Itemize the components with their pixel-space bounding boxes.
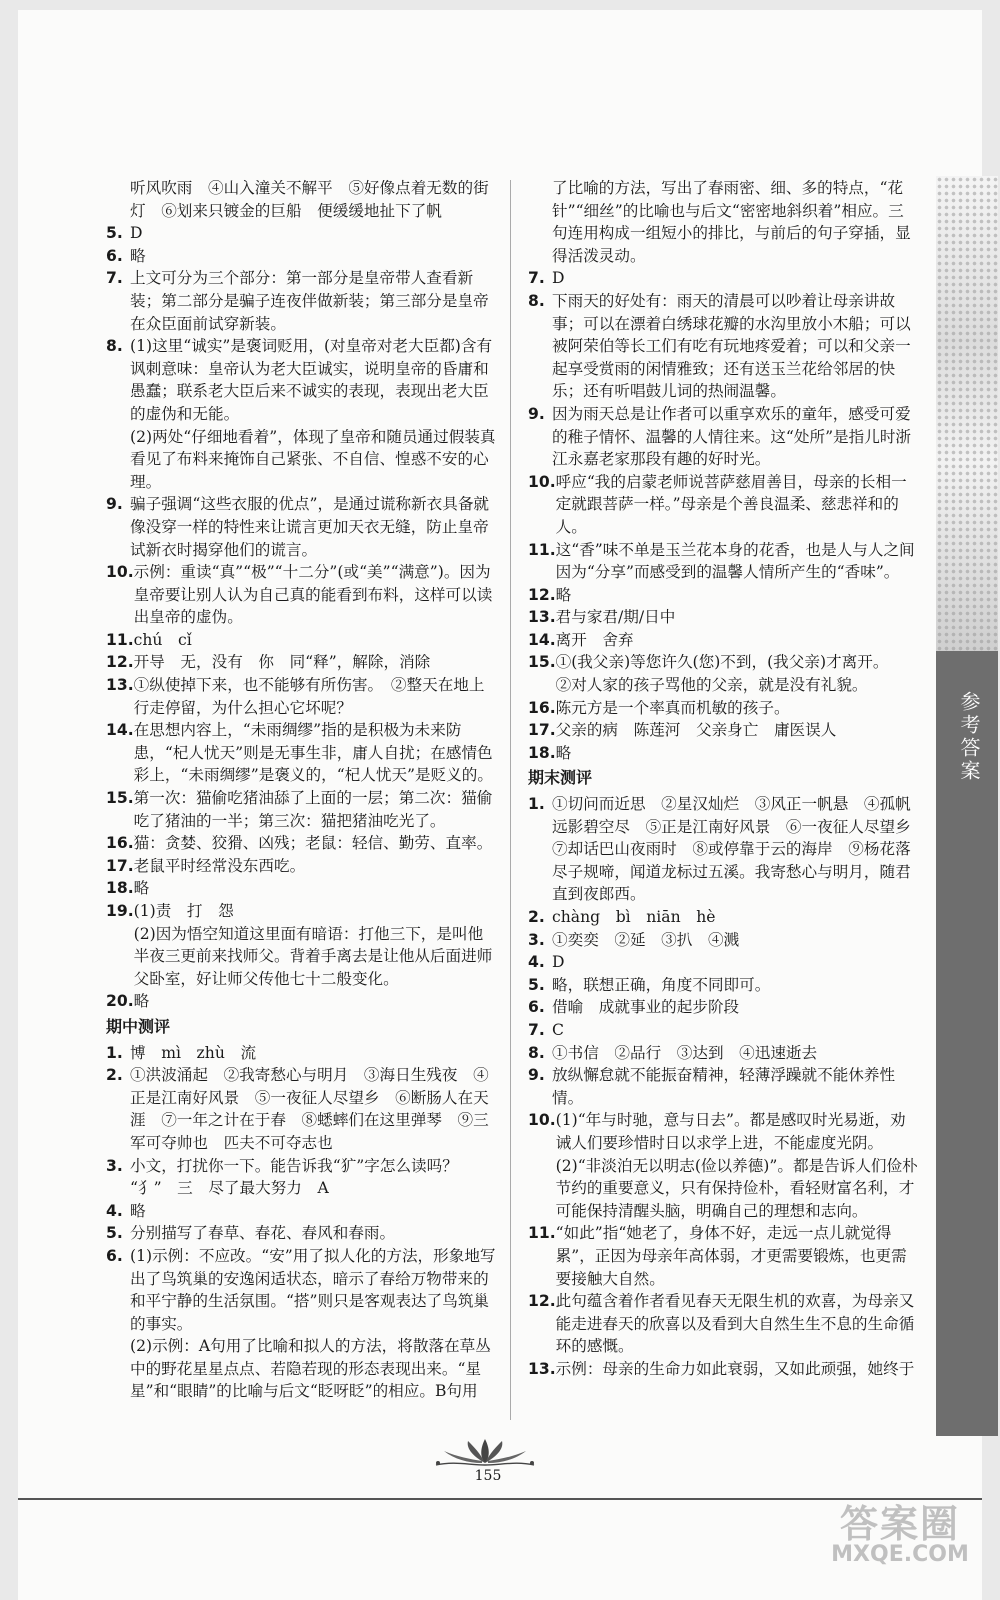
item-text (556, 606, 918, 629)
text-paragraph: ①(我父亲)等您许久(您)不到，(我父亲)才离开。 (555, 653, 889, 672)
item-number: 4. (106, 1201, 123, 1220)
item-text (552, 403, 918, 471)
answer-item (528, 929, 918, 952)
text-paragraph: 这“香”味不单是玉兰花本身的花香，也是人与人之间因为“分享”而感受到的温馨人情所产生的“香味”。 (555, 540, 915, 582)
section-heading: 期中测评 (106, 1016, 171, 1036)
item-text (134, 651, 498, 674)
answer-item (106, 335, 498, 493)
answer-item (528, 1064, 918, 1109)
answer-item (106, 267, 498, 335)
answer-item (528, 1042, 918, 1065)
text-paragraph: 放纵懈怠就不能振奋精神，轻薄浮躁就不能休养性情。 (552, 1066, 896, 1107)
item-number: 8. (528, 291, 545, 310)
answer-item (106, 629, 498, 652)
text-paragraph: “犭” 三 尽了最大努力 A (130, 1179, 329, 1198)
item-number: 14. (528, 630, 556, 649)
answer-item (528, 177, 918, 267)
item-number: 16. (528, 698, 556, 717)
item-text (130, 1200, 498, 1223)
text-paragraph: 借喻 成就事业的起步阶段 (552, 998, 740, 1017)
item-text (556, 1290, 918, 1358)
answer-item (528, 742, 918, 765)
item-text (134, 900, 498, 990)
answer-item (528, 793, 927, 906)
text-paragraph: chú cǐ (133, 630, 192, 649)
item-text (556, 584, 918, 607)
text-paragraph: chàng bì niān hè (552, 908, 716, 926)
item-number: 13. (106, 676, 134, 695)
answer-item (528, 697, 918, 720)
item-text (556, 742, 918, 765)
answer-item (528, 584, 918, 607)
item-text (552, 267, 918, 290)
item-number: 10. (528, 1111, 556, 1130)
text-paragraph: 略 (555, 743, 572, 762)
column-divider (510, 180, 511, 1420)
text-paragraph: 了比喻的方法，写出了春雨密、细、多的特点，“花针”“细丝”的比喻也与后文“密密地斜织着”相应。三句连用构成一组短小的排比，与前后的句子穿插，显得活泼灵动。 (552, 179, 911, 265)
page-number: 155 (474, 1468, 502, 1484)
text-paragraph: 君与家君/期/日中 (555, 608, 676, 627)
text-paragraph: 听风吹雨 ④山入潼关不解平 ⑤好像点着无数的街灯 ⑥划来只镀金的巨船 便缓缓地扯下了帆 (130, 179, 489, 220)
item-number: 3. (106, 1156, 123, 1175)
item-number: 10. (106, 563, 134, 582)
item-text (134, 855, 498, 878)
answer-item (106, 245, 498, 268)
item-number: 12. (528, 585, 556, 604)
item-number: 18. (106, 879, 134, 898)
item-number: 19. (106, 902, 134, 920)
item-text (552, 974, 918, 997)
answer-item (106, 1064, 498, 1154)
text-paragraph: “如此”指“她老了，身体不好，走远一点儿就觉得累”，正因为母亲年高体弱，才更需要锻炼，也更需要接触大自然。 (555, 1224, 907, 1288)
text-paragraph: ①切问而近思 ②星汉灿烂 ③风正一帆悬 ④孤帆远影碧空尽 ⑤正是江南好风景 ⑥一夜征人尽望乡 ⑦却话巴山夜雨时 ⑧或停靠于云的海岸 ⑨杨花落尽子规啼，闻道龙标过五溪。我寄愁心与明月，随君直到夜郎西。 (552, 795, 927, 904)
item-text (556, 1358, 918, 1381)
item-number: 17. (106, 856, 134, 875)
answer-item (106, 651, 498, 674)
item-number: 7. (106, 269, 123, 288)
item-number: 15. (528, 653, 556, 672)
item-number: 4. (528, 953, 545, 972)
answer-item (106, 1200, 498, 1223)
text-paragraph: (2)因为悟空知道这里面有暗语：打他三下，是叫他半夜三更前来找师父。背着手离去是让他从后面进师父卧室，好让师父传他七十二般变化。 (133, 924, 493, 988)
text-paragraph: 离开 舍弃 (555, 630, 634, 649)
answer-item (528, 290, 918, 403)
text-paragraph: (2)示例：A句用了比喻和拟人的方法，将散落在草丛中的野花星星点点、若隐若现的形态表现出来。“星星”和“眼睛”的比喻与后文“眨呀眨”的相应。B句用 (130, 1337, 491, 1401)
answer-item (106, 1042, 498, 1065)
item-text (134, 787, 498, 832)
answer-item (528, 471, 918, 539)
item-text (552, 793, 927, 906)
item-text (134, 719, 498, 787)
text-paragraph: 此句蕴含着作者看见春天无限生机的欢喜，为母亲又能走进春天的欣喜以及看到大自然生生不息的生命循环的感慨。 (555, 1292, 915, 1356)
sidebar-tab (936, 176, 998, 1436)
text-paragraph: (1)这里“诚实”是褒词贬用，(对皇帝对老大臣都)含有讽刺意味：皇帝认为老大臣诚实，说明皇帝的昏庸和愚蠢；联系老大臣后来不诚实的表现，表现出老大臣的虚伪和无能。 (130, 337, 493, 423)
item-text (556, 1222, 918, 1290)
answer-item (528, 719, 918, 742)
text-paragraph: 略 (133, 992, 150, 1011)
item-number: 9. (528, 1066, 545, 1085)
answer-item (528, 1019, 918, 1042)
item-number: 11. (528, 1224, 556, 1243)
item-text (552, 906, 918, 929)
item-text (552, 290, 918, 403)
item-text (552, 951, 918, 974)
text-paragraph: 呼应“我的启蒙老师说菩萨慈眉善目，母亲的长相一定就跟菩萨一样。”母亲是个善良温柔、慈悲祥和的人。 (555, 472, 907, 536)
text-paragraph: 上文可分为三个部分：第一部分是皇帝带人查看新装；第二部分是骗子连夜伴做新装；第三部分是皇帝在众臣面前试穿新装。 (130, 269, 489, 333)
item-number: 13. (528, 1359, 556, 1378)
text-paragraph: (2)两处“仔细地看着”，体现了皇帝和随员通过假装真看见了布料来掩饰自己紧张、不自信、惶惑不安的心理。 (130, 427, 496, 491)
text-paragraph: 略 (130, 246, 146, 265)
item-text (130, 335, 498, 493)
item-text (130, 493, 498, 561)
answer-item (528, 606, 918, 629)
answer-item (528, 996, 918, 1019)
text-paragraph: ①奕奕 ②延 ③扒 ④溅 (552, 930, 740, 949)
item-number: 5. (528, 975, 545, 994)
item-number: 6. (106, 1246, 123, 1265)
answer-item (106, 787, 498, 832)
text-paragraph: ①书信 ②品行 ③达到 ④迅速逝去 (552, 1043, 818, 1062)
text-paragraph: 分别描写了春草、春花、春风和春雨。 (130, 1224, 396, 1243)
item-number: 12. (106, 653, 134, 672)
sidebar-label-box (936, 651, 998, 1436)
item-number: 8. (528, 1043, 545, 1062)
text-paragraph: (1)“年与时驰，意与日去”。都是感叹时光易逝，劝诫人们要珍惜时日以求学上进，不能虚度光阴。 (555, 1111, 906, 1152)
item-number: 20. (106, 992, 134, 1011)
text-paragraph: 下雨天的好处有：雨天的清晨可以吵着让母亲讲故事；可以在漂着白绣球花瓣的水沟里放小木船；可以被阿荣伯等长工们有吃有玩地疼爱着；可以和父亲一起享受赏雨的闲情雅致；还有送玉兰花给邻居的快乐；还有听唱鼓儿词的热闹温馨。 (552, 291, 911, 401)
answer-item (106, 832, 498, 855)
item-number: 2. (528, 908, 545, 926)
item-text (552, 177, 918, 267)
text-paragraph: 略 (555, 585, 572, 604)
watermark-logo (820, 1493, 980, 1567)
answer-item (106, 990, 498, 1013)
text-paragraph: 陈元方是一个率真而机敏的孩子。 (555, 698, 790, 717)
item-text (130, 267, 498, 335)
answer-item (106, 877, 498, 900)
item-number (528, 177, 552, 267)
right-column (528, 177, 927, 1380)
text-paragraph: 小文，打扰你一下。能告诉我“犷”字怎么读吗？ (130, 1156, 458, 1175)
answer-item (528, 1358, 918, 1381)
item-number: 9. (106, 495, 123, 514)
answer-page (18, 10, 982, 1600)
answer-item (528, 1109, 918, 1222)
item-number: 3. (528, 930, 545, 949)
answer-item (106, 719, 498, 787)
answer-item (106, 493, 498, 561)
item-number: 6. (106, 246, 123, 265)
answer-item (528, 974, 918, 997)
item-text (552, 1064, 918, 1109)
answer-item (106, 900, 498, 990)
text-paragraph: D (552, 269, 565, 288)
item-text (556, 1109, 918, 1222)
answer-item (528, 629, 918, 652)
item-text (134, 877, 498, 900)
item-number: 1. (528, 795, 545, 814)
item-text (552, 1042, 918, 1065)
text-paragraph: D (130, 224, 143, 243)
text-paragraph: (1)示例：不应改。“安”用了拟人化的方法，形象地写出了鸟筑巢的安逸闲适状态，暗示了春给万物带来的和平宁静的生活氛围。“搭”则只是客观表达了鸟筑巢的事实。 (130, 1246, 496, 1333)
item-number: 2. (106, 1066, 123, 1085)
text-paragraph: 示例：母亲的生命力如此衰弱，又如此顽强，她终于 (555, 1359, 915, 1378)
item-number: 15. (106, 789, 134, 808)
item-text (134, 832, 498, 855)
sidebar-label: 参考答案 (957, 691, 981, 783)
text-paragraph: 博 mì zhù 流 (130, 1043, 257, 1062)
item-text (552, 929, 918, 952)
answer-item (528, 267, 918, 290)
text-paragraph: 老鼠平时经常没东西吃。 (133, 856, 306, 875)
item-number: 7. (528, 1020, 545, 1039)
answer-item (106, 561, 498, 629)
answer-item (528, 539, 918, 584)
item-text (556, 629, 918, 652)
text-paragraph: 因为雨天总是让作者可以重享欢乐的童年，感受可爱的稚子情怀、温馨的人情往来。这“处所”是指儿时浙江永嘉老家那段有趣的好时光。 (552, 404, 912, 469)
item-number: 7. (528, 269, 545, 288)
item-text (556, 651, 918, 696)
item-text (556, 697, 918, 720)
item-text (130, 1042, 498, 1065)
item-number: 6. (528, 998, 545, 1017)
item-number: 13. (528, 608, 556, 627)
answer-item (528, 906, 918, 929)
item-number: 8. (106, 337, 123, 356)
item-text (130, 1222, 498, 1245)
logo-text-cn: 答案圈 (839, 1502, 960, 1546)
item-text (552, 996, 918, 1019)
item-number: 9. (528, 404, 545, 423)
text-paragraph: C (552, 1020, 564, 1039)
answer-item (106, 674, 498, 719)
text-paragraph: (1)责 打 怨 (133, 902, 234, 920)
item-text (134, 561, 498, 629)
answer-item (528, 951, 918, 974)
text-paragraph: ①纵使掉下来，也不能够有所伤害。 ②整天在地上行走停留，为什么担心它坏呢？ (133, 676, 485, 717)
left-column (106, 177, 498, 1403)
item-number: 11. (106, 630, 134, 649)
item-number (106, 177, 130, 222)
text-paragraph: 略，联想正确，角度不同即可。 (552, 975, 771, 994)
item-text (556, 539, 918, 584)
text-paragraph: 父亲的病 陈莲河 父亲身亡 庸医误人 (555, 721, 837, 740)
answer-item (106, 855, 498, 878)
text-paragraph: 猫：贪婪、狡猾、凶残；老鼠：轻信、勤劳、直率。 (133, 834, 493, 853)
item-number: 10. (528, 472, 556, 491)
item-text (556, 719, 918, 742)
text-paragraph: D (552, 953, 565, 972)
item-number: 17. (528, 721, 556, 740)
text-paragraph: 在思想内容上，“未雨绸缪”指的是积极为未来防患，“杞人忧天”则是无事生非，庸人自扰；在感情色彩上，“未雨绸缪”是褒义的，“杞人忧天”是贬义的。 (133, 721, 493, 785)
logo-text-en: MXQE.COM (831, 1542, 969, 1567)
item-number: 14. (106, 721, 134, 740)
answer-item (528, 403, 918, 471)
item-text (552, 1019, 918, 1042)
answer-item (106, 1222, 498, 1245)
text-paragraph: 略 (130, 1201, 146, 1220)
text-paragraph: ①洪波涌起 ②我寄愁心与明月 ③海日生残夜 ④正是江南好风景 ⑤一夜征人尽望乡 ⑥断肠人在天涯 ⑦一年之计在于春 ⑧蟋蟀们在这里弹琴 ⑨三军可夺帅也 匹夫不可夺志也 (130, 1066, 489, 1152)
item-text (130, 1245, 498, 1403)
answer-item (106, 1155, 498, 1200)
answer-item (106, 222, 498, 245)
item-text (130, 245, 498, 268)
text-paragraph: 开导 无，没有 你 同“释”，解除，消除 (133, 653, 431, 672)
item-number: 5. (106, 224, 123, 243)
answer-item (528, 1290, 918, 1358)
item-text (134, 629, 498, 652)
footer-ornament-icon (430, 1435, 540, 1467)
item-number: 1. (106, 1043, 123, 1062)
text-paragraph: 示例：重读“真”“极”“十二分”(或“美”“满意”)。因为皇帝要让别人认为自己真的能看到布料，这样可以读出皇帝的虚伪。 (133, 563, 493, 627)
text-paragraph: (2)“非淡泊无以明志(俭以养德)”。都是告诉人们俭朴节约的重要意义，只有保持俭朴，看轻财富名利，才可能保持清醒头脑，明确自己的理想和志向。 (555, 1156, 918, 1220)
item-text (130, 222, 498, 245)
section-heading: 期末测评 (528, 768, 593, 788)
answer-item (106, 1245, 498, 1403)
text-paragraph: 骗子强调“这些衣服的优点”，是通过谎称新衣具备就像没穿一样的特性来让谎言更加天衣无缝，防止皇帝试新衣时揭穿他们的谎言。 (130, 495, 490, 559)
item-number: 12. (528, 1292, 556, 1311)
text-paragraph: ②对人家的孩子骂他的父亲，就是没有礼貌。 (555, 676, 868, 695)
item-text (130, 177, 498, 222)
item-text (134, 674, 498, 719)
item-text (134, 990, 498, 1013)
answer-item (528, 1222, 918, 1290)
answer-item (528, 651, 918, 696)
text-paragraph: 第一次：猫偷吃猪油舔了上面的一层；第二次：猫偷吃了猪油的一半；第三次：猫把猪油吃光了。 (133, 789, 493, 830)
item-text (130, 1155, 498, 1200)
item-number: 5. (106, 1224, 123, 1243)
item-text (556, 471, 918, 539)
text-paragraph: 略 (133, 879, 150, 898)
item-number: 11. (528, 540, 556, 559)
item-number: 16. (106, 834, 134, 853)
sidebar-texture (936, 176, 998, 651)
item-text (130, 1064, 498, 1154)
answer-item (106, 177, 498, 222)
item-number: 18. (528, 743, 556, 762)
